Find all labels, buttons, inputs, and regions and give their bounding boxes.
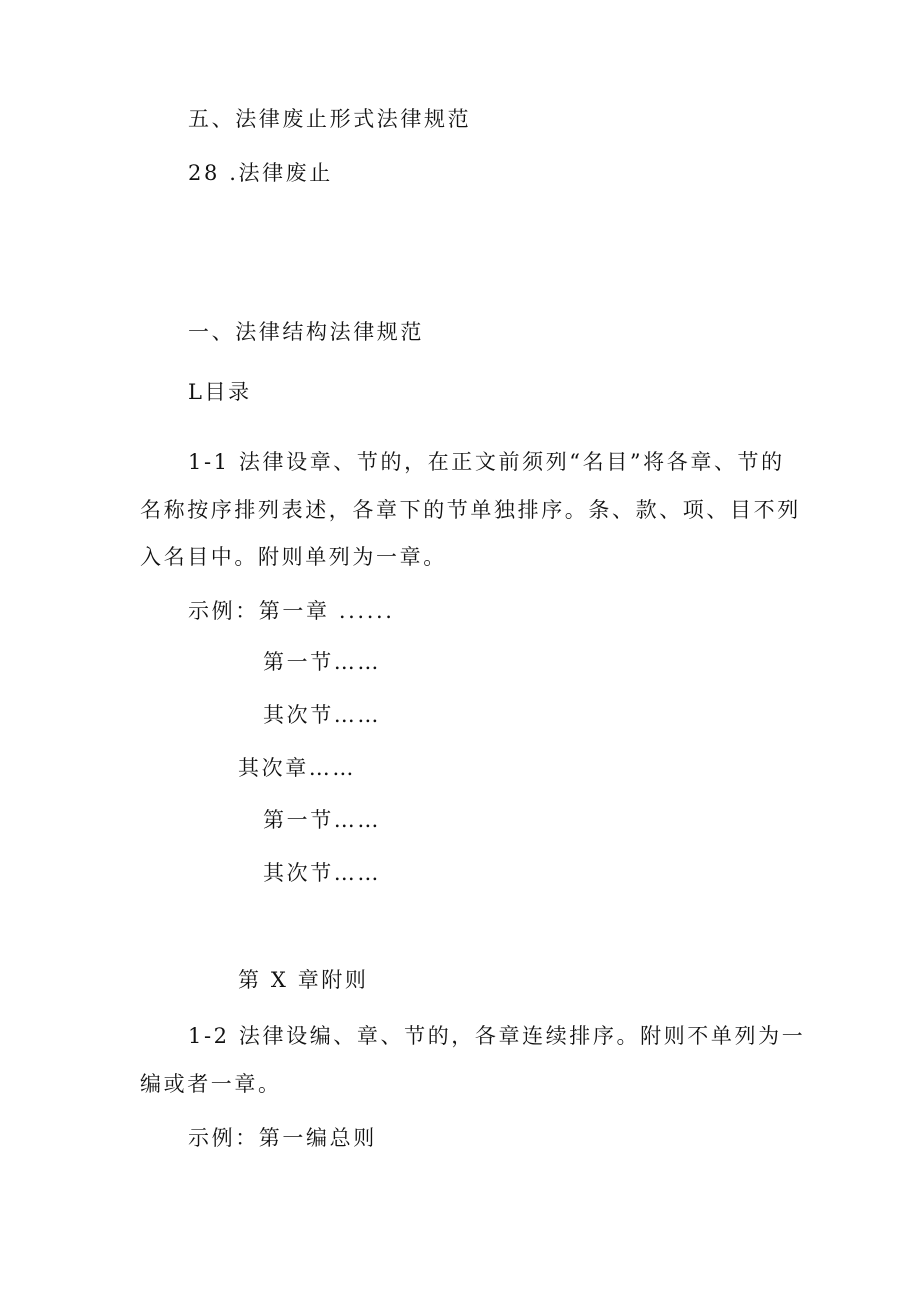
item-28-law-repeal: 28 .法律废止 — [188, 161, 333, 185]
toc-chapter2-section2: 其次节…… — [263, 861, 381, 885]
toc-title: L目录 — [188, 380, 252, 404]
rule-1-1-line-1: 1-1 法律设章、节的，在正文前须列“名目”将各章、节的 — [188, 450, 785, 474]
rule-1-2-line-2: 编或者一章。 — [140, 1072, 282, 1096]
toc-chapter2-section1: 第一节…… — [263, 808, 381, 832]
toc-chapter2: 其次章…… — [238, 756, 356, 780]
rule-1-2-line-1: 1-2 法律设编、章、节的，各章连续排序。附则不单列为一 — [188, 1024, 806, 1048]
example-2-label: 示例：第一编总则 — [188, 1126, 377, 1150]
rule-1-1-line-3: 入名目中。附则单列为一章。 — [140, 545, 447, 569]
section-five-heading: 五、法律废止形式法律规范 — [188, 107, 472, 131]
example-1-label: 示例：第一章 ...... — [188, 599, 395, 623]
toc-chapter1-section2: 其次节…… — [263, 703, 381, 727]
section-one-heading: 一、法律结构法律规范 — [188, 320, 424, 344]
toc-appendix-chapter: 第 X 章附则 — [238, 968, 369, 992]
rule-1-1-line-2: 名称按序排列表述，各章下的节单独排序。条、款、项、目不列 — [140, 498, 801, 522]
toc-chapter1-section1: 第一节…… — [263, 650, 381, 674]
